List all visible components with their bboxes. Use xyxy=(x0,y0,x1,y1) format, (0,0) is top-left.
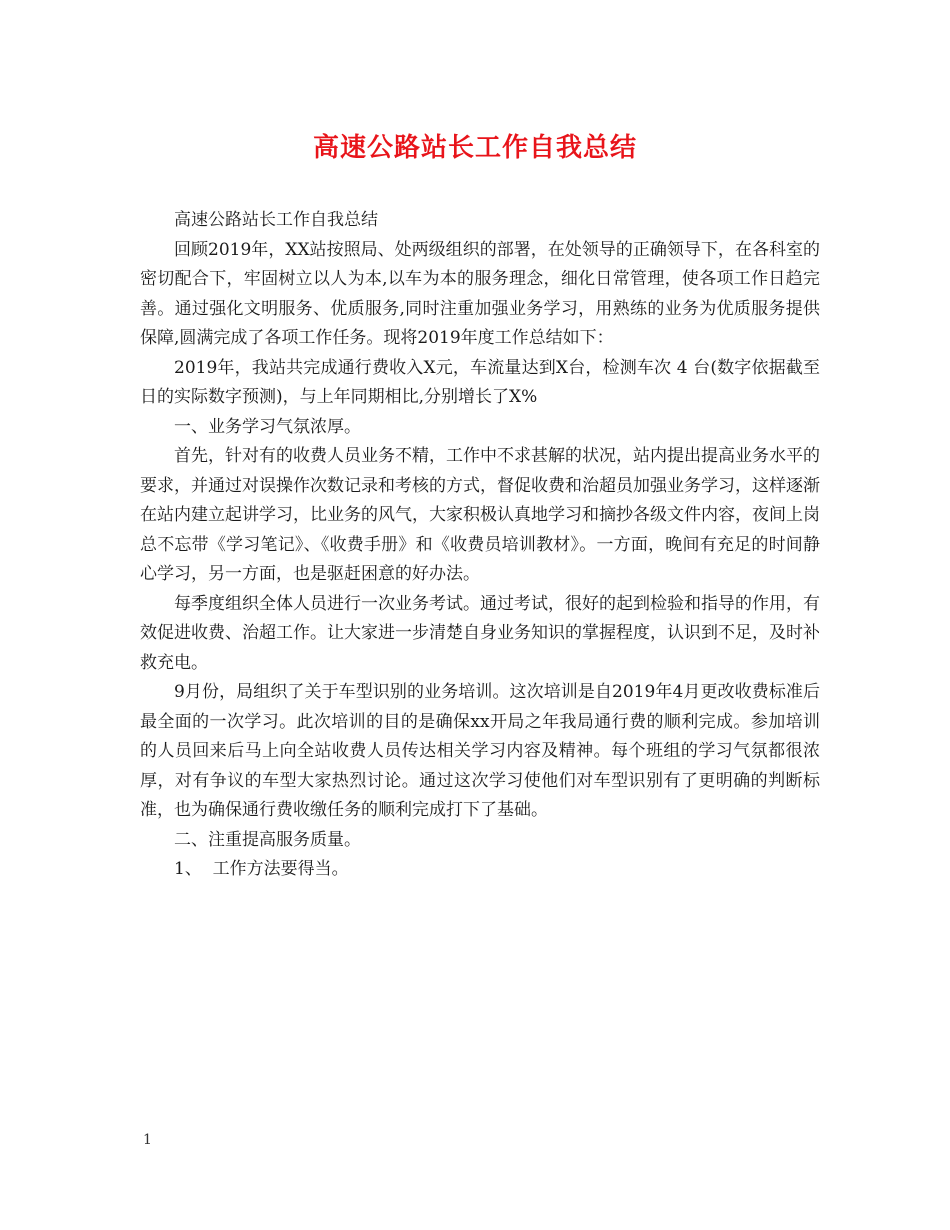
paragraph-statistics: 2019年，我站共完成通行费收入X元，车流量达到X台，检测车次 4 台(数字依据截至 日的实际数字预测)，与上年同期相比,分别增长了X% xyxy=(140,357,820,407)
section-heading-service: 二、注重提高服务质量。 xyxy=(174,829,361,850)
paragraph-subtitle: 高速公路站长工作自我总结 xyxy=(174,210,378,230)
paragraph-study-atmosphere: 首先，针对有的收费人员业务不精，工作中不求甚解的状况，站内提出提高业务水平的要求，并通过对误操作次数记录和考核的方式，督促收费和治超员加强业务学习，这样逐渐在站内建立起讲学习，比业务的风气，大家积极认真地学习和摘抄各级文件内容，夜间上岗总不忘带《学习笔记》、《收费手册》和《收费员培训教材》。一方面，晚间有充足的时间静心学习，另一方面，也是驱赶困意的好办法。 xyxy=(140,446,820,584)
paragraph-review: 回顾2019年，XX站按照局、处两级组织的部署，在处领导的正确领导下，在各科室的密切配合下，牢固树立以人为本,以车为本的服务理念，细化日常管理，使各项工作日趋完善。通过强化文明服务、优质服务,同时注重加强业务学习，用熟练的业务为优质服务提供保障,圆满完成了各项工作任务。现将2019年度工作总结如下： xyxy=(140,239,820,348)
document-title: 高速公路站长工作自我总结 xyxy=(312,133,637,163)
document-body xyxy=(140,206,820,885)
page-number: 1 xyxy=(143,1132,152,1148)
paragraph-quarterly-exam: 每季度组织全体人员进行一次业务考试。通过考试，很好的起到检验和指导的作用，有效促进收费、治超工作。让大家进一步清楚自身业务知识的掌握程度，认识到不足，及时补救充电。 xyxy=(140,593,820,673)
paragraph-september-training: 9月份，局组织了关于车型识别的业务培训。这次培训是自2019年4月更改收费标准后最全面的一次学习。此次培训的目的是确保xx开局之年我局通行费的顺利完成。参加培训的人员回来后马上向全站收费人员传达相关学习内容及精神。每个班组的学习气氛都很浓厚，对有争议的车型大家热烈讨论。通过这次学习使他们对车型识别有了更明确的判断标准，也为确保通行费收缴任务的顺利完成打下了基础。 xyxy=(140,682,820,820)
section-heading-study: 一、业务学习气氛浓厚。 xyxy=(174,416,361,437)
subsection-heading-method: 1、 工作方法要得当。 xyxy=(174,859,349,879)
